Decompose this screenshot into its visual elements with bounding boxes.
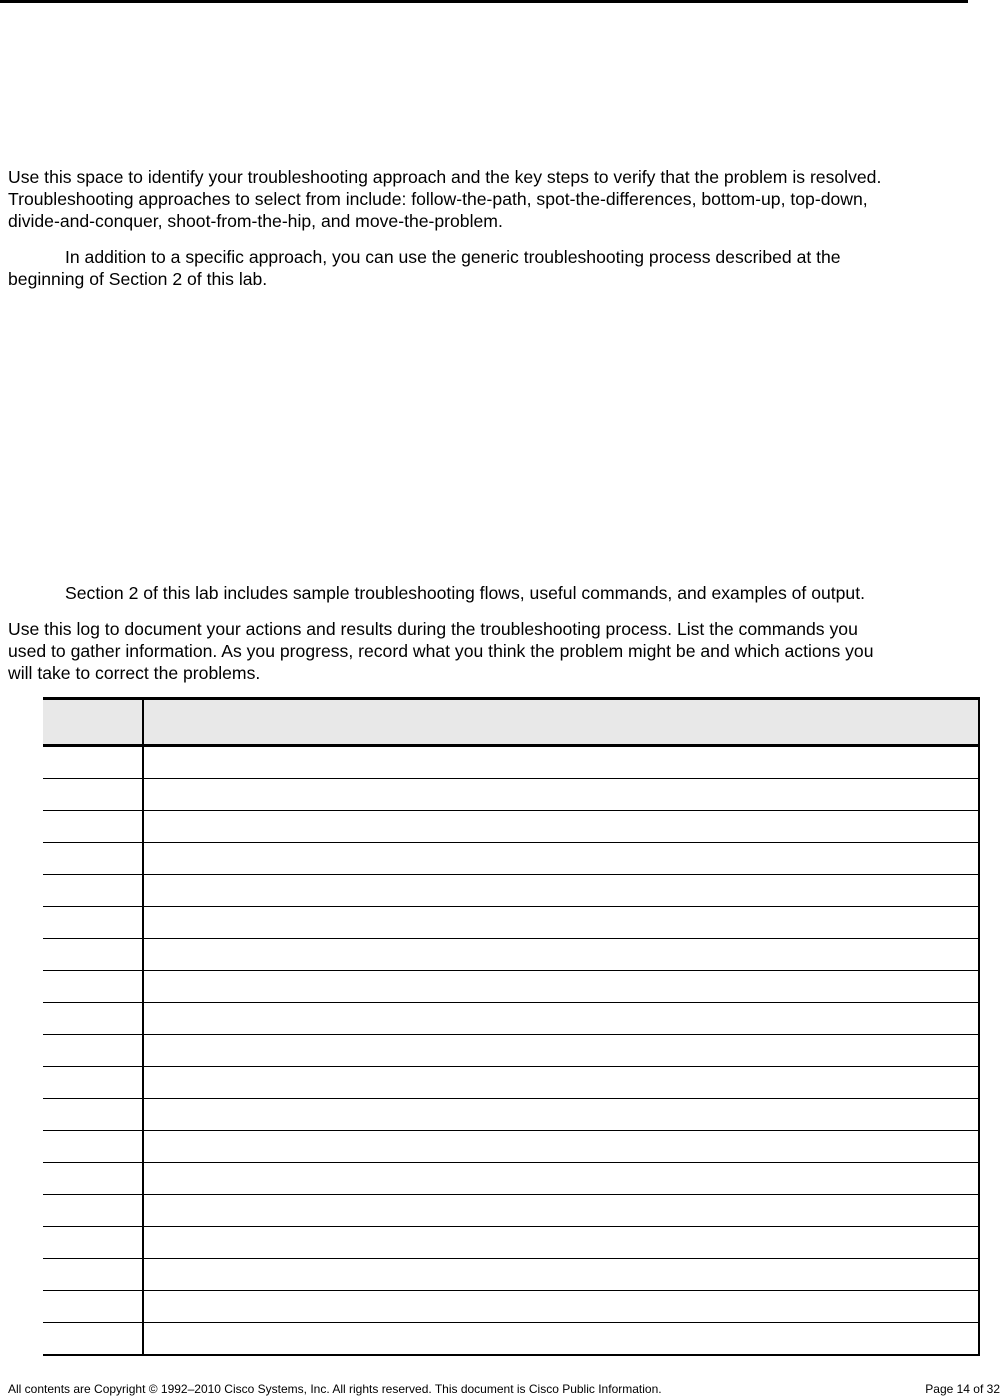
approach-line-3: divide-and-conquer, shoot-from-the-hip, and move-the-problem. (8, 211, 503, 231)
log-table-body (43, 746, 979, 1356)
table-cell-actions[interactable] (143, 1227, 979, 1259)
table-cell-actions[interactable] (143, 1035, 979, 1067)
table-row (43, 971, 979, 1003)
table-cell-actions[interactable] (143, 1291, 979, 1323)
log-line-2: used to gather information. As you progress, record what you think the problem might be and which actions you (8, 641, 874, 661)
table-cell-device[interactable] (43, 746, 143, 779)
table-cell-actions[interactable] (143, 1131, 979, 1163)
table-cell-device[interactable] (43, 1195, 143, 1227)
table-row (43, 875, 979, 907)
table-cell-actions[interactable] (143, 1259, 979, 1291)
generic-line-2: beginning of Section 2 of this lab. (8, 269, 268, 289)
table-cell-device[interactable] (43, 1131, 143, 1163)
table-cell-device[interactable] (43, 811, 143, 843)
table-cell-device[interactable] (43, 1323, 143, 1356)
table-cell-actions[interactable] (143, 1195, 979, 1227)
table-cell-device[interactable] (43, 939, 143, 971)
table-cell-device[interactable] (43, 779, 143, 811)
footer-copyright: All contents are Copyright © 1992–2010 Cisco Systems, Inc. All rights reserved. This document is Cisco Public Information. (8, 1382, 662, 1396)
table-cell-device[interactable] (43, 843, 143, 875)
generic-line-1: In addition to a specific approach, you can use the generic troubleshooting process described at the (65, 247, 841, 267)
table-row (43, 1035, 979, 1067)
troubleshooting-log-table (43, 697, 980, 1356)
table-cell-actions[interactable] (143, 971, 979, 1003)
table-cell-actions[interactable] (143, 875, 979, 907)
table-row (43, 1195, 979, 1227)
header-cell-actions (143, 699, 979, 746)
table-row (43, 1131, 979, 1163)
table-row (43, 843, 979, 875)
table-cell-actions[interactable] (143, 779, 979, 811)
table-cell-device[interactable] (43, 1291, 143, 1323)
footer-page-number: Page 14 of 32 (925, 1382, 1000, 1396)
table-cell-actions[interactable] (143, 1099, 979, 1131)
approach-paragraph (8, 166, 881, 232)
table-cell-actions[interactable] (143, 907, 979, 939)
table-row (43, 779, 979, 811)
table-cell-actions[interactable] (143, 1163, 979, 1195)
log-line-3: will take to correct the problems. (8, 663, 261, 683)
table-header-row (43, 699, 979, 746)
table-row (43, 1067, 979, 1099)
table-row (43, 1003, 979, 1035)
table-cell-device[interactable] (43, 907, 143, 939)
table-cell-device[interactable] (43, 1259, 143, 1291)
section2-paragraph (8, 582, 865, 604)
table-cell-device[interactable] (43, 1099, 143, 1131)
table-cell-device[interactable] (43, 1163, 143, 1195)
table-cell-actions[interactable] (143, 939, 979, 971)
table-cell-actions[interactable] (143, 1323, 979, 1356)
header-cell-device (43, 699, 143, 746)
approach-line-2: Troubleshooting approaches to select from include: follow-the-path, spot-the-differences, bottom-up, top-down, (8, 189, 868, 209)
table-cell-actions[interactable] (143, 843, 979, 875)
table-cell-actions[interactable] (143, 1003, 979, 1035)
table-row (43, 1163, 979, 1195)
section2-line: Section 2 of this lab includes sample troubleshooting flows, useful commands, and examples of output. (65, 583, 865, 603)
table-row (43, 1259, 979, 1291)
log-instructions-paragraph (8, 618, 874, 684)
table-cell-device[interactable] (43, 1003, 143, 1035)
table-cell-device[interactable] (43, 1227, 143, 1259)
top-rule (0, 0, 968, 3)
table-cell-device[interactable] (43, 1067, 143, 1099)
generic-process-paragraph (8, 246, 841, 290)
table-cell-actions[interactable] (143, 811, 979, 843)
table-row (43, 1291, 979, 1323)
table-row (43, 1323, 979, 1356)
table-cell-device[interactable] (43, 1035, 143, 1067)
table-row (43, 907, 979, 939)
table-cell-device[interactable] (43, 875, 143, 907)
table-row (43, 939, 979, 971)
table-row (43, 1227, 979, 1259)
table-cell-actions[interactable] (143, 1067, 979, 1099)
table-cell-device[interactable] (43, 971, 143, 1003)
table-cell-actions[interactable] (143, 746, 979, 779)
table-row (43, 811, 979, 843)
approach-line-1: Use this space to identify your troubleshooting approach and the key steps to verify that the problem is resolved. (8, 167, 882, 187)
log-line-1: Use this log to document your actions and results during the troubleshooting process. List the commands you (8, 619, 858, 639)
table-row (43, 746, 979, 779)
table-row (43, 1099, 979, 1131)
